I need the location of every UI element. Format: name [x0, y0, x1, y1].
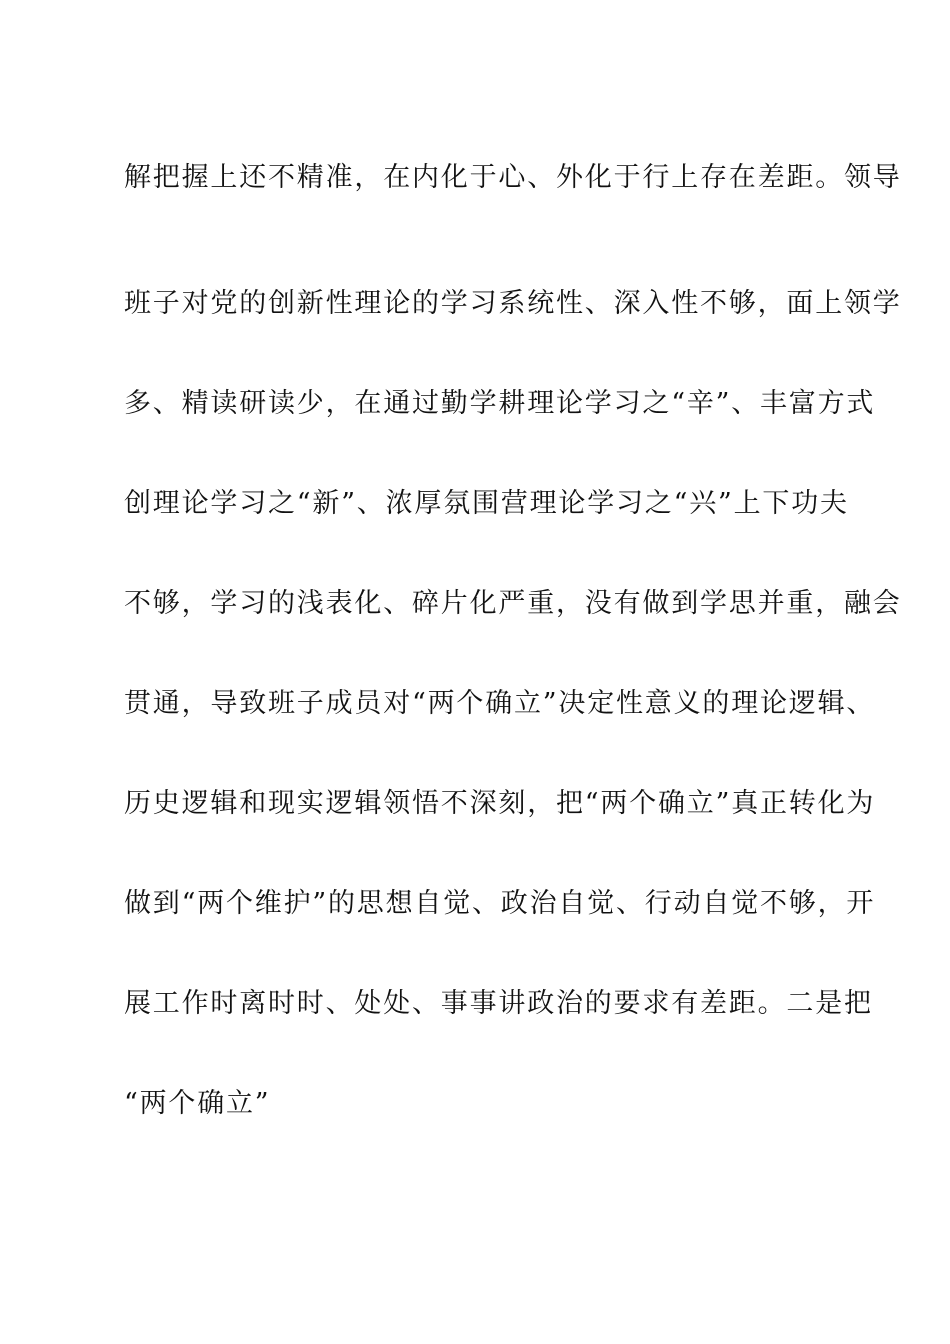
body-text-line: 贯通，导致班子成员对“两个确立”决定性意义的理论逻辑、: [124, 688, 876, 719]
body-text-line: 创理论学习之“新”、浓厚氛围营理论学习之“兴”上下功夫: [124, 488, 849, 519]
body-text-line: 班子对党的创新性理论的学习系统性、深入性不够，面上领学: [124, 288, 902, 319]
body-text-line: “两个确立”: [124, 1088, 271, 1119]
body-text-line: 解把握上还不精准，在内化于心、外化于行上存在差距。领导: [124, 162, 902, 193]
body-text-line: 历史逻辑和现实逻辑领悟不深刻，把“两个确立”真正转化为: [124, 788, 876, 819]
body-text-line: 展工作时离时时、处处、事事讲政治的要求有差距。二是把: [124, 988, 873, 1019]
body-text-line: 做到“两个维护”的思想自觉、政治自觉、行动自觉不够，开: [124, 888, 876, 919]
body-text-line: 不够，学习的浅表化、碎片化严重，没有做到学思并重，融会: [124, 588, 902, 619]
body-text-line: 多、精读研读少，在通过勤学耕理论学习之“辛”、丰富方式: [124, 388, 876, 419]
